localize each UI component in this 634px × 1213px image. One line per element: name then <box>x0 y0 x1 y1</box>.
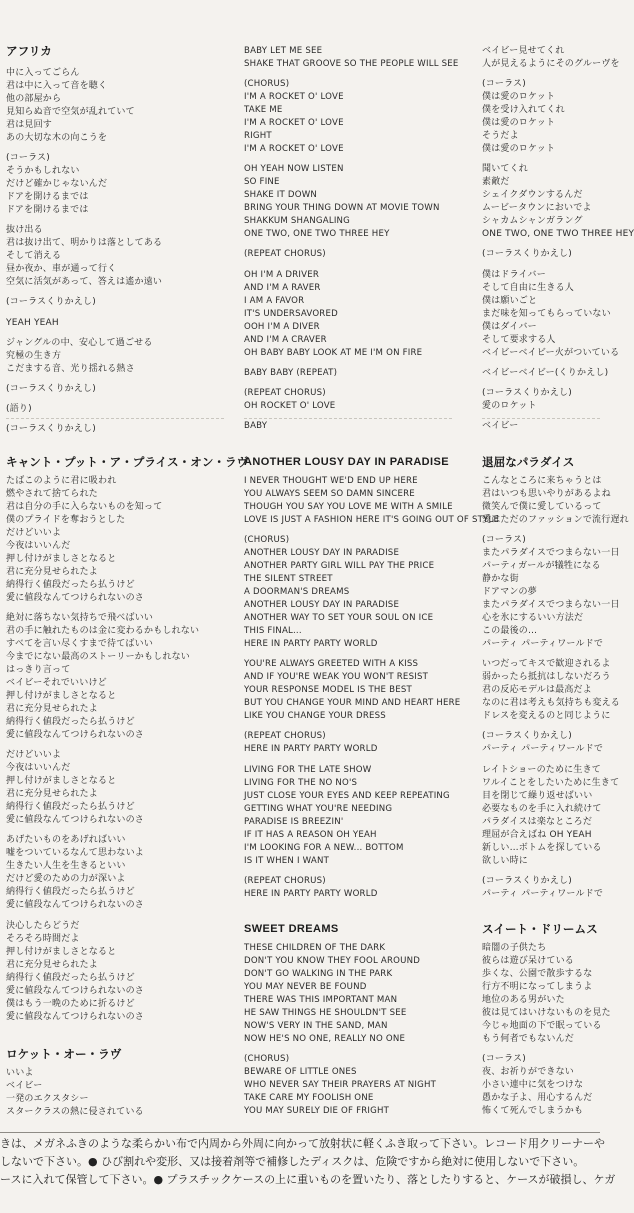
lyric-line: パーティ パーティワールドで <box>482 744 604 754</box>
lyric-line: BABY LET ME SEE <box>244 46 323 56</box>
lyric-line: 今夜はいいんだ <box>6 763 71 773</box>
lyric-line: YEAH YEAH <box>6 318 59 328</box>
lyric-line: AND IF YOU'RE WEAK YOU WON'T RESIST <box>244 672 429 682</box>
lyric-line: (コーラスくりかえし) <box>482 876 572 886</box>
lyric-line: 君はいつも思いやりがあるよね <box>482 489 611 499</box>
lyric-line: ANOTHER LOUSY DAY IN PARADISE <box>244 548 400 558</box>
lyric-line: (コーラスくりかえし) <box>482 731 572 741</box>
lyric-line: 小さい連中に気をつけな <box>482 1080 584 1090</box>
lyric-line: HE SAW THINGS HE SHOULDN'T SEE <box>244 1008 407 1018</box>
lyric-line: 必要なものを手に入れ続けて <box>482 804 602 814</box>
lyric-line: JUST CLOSE YOUR EYES AND KEEP REPEATING <box>244 791 450 801</box>
lyric-line: 愛に値段なんてつけられないのさ <box>6 986 145 996</box>
lyric-line: THERE WAS THIS IMPORTANT MAN <box>244 995 398 1005</box>
lyric-line: 君に充分見せられたよ <box>6 704 99 714</box>
lyric-line: (REPEAT CHORUS) <box>244 876 326 886</box>
song-title: ANOTHER LOUSY DAY IN PARADISE <box>244 456 449 468</box>
song-title: キャント・プット・ア・プライス・オン・ラヴ <box>6 455 249 469</box>
lyric-line: 地位のある男がいた <box>482 995 565 1005</box>
lyric-line: 心を氷にするいい方法だ <box>482 613 584 623</box>
lyric-line: (コーラスくりかえし) <box>482 388 572 398</box>
lyric-line: シェイクダウンするんだ <box>482 190 583 200</box>
lyric-line: (コーラス) <box>482 535 526 545</box>
lyric-line: (REPEAT CHORUS) <box>244 249 326 259</box>
lyric-line: (コーラスくりかえし) <box>6 384 96 394</box>
lyric-line: そうかもしれない <box>6 166 80 176</box>
lyric-line: ONE TWO, ONE TWO THREE HEY <box>244 229 390 239</box>
lyric-line: (コーラス) <box>6 153 50 163</box>
lyric-line: BEWARE OF LITTLE ONES <box>244 1067 357 1077</box>
lyric-line: I'M A ROCKET O' LOVE <box>244 92 344 102</box>
lyric-line: YOU'RE ALWAYS GREETED WITH A KISS <box>244 659 419 669</box>
lyric-line: ドアを開けるまでは <box>6 192 89 202</box>
lyric-line: 微笑んで僕に愛しているって <box>482 502 602 512</box>
lyric-line: 僕はもう一晩のために折るけど <box>6 999 135 1009</box>
lyric-line: 納得行く値段だったら払うけど <box>6 802 135 812</box>
lyric-line: ジャングルの中、安心して過ごせる <box>6 338 153 348</box>
lyric-line: IF IT HAS A REASON OH YEAH <box>244 830 377 840</box>
lyric-line: 愛に値段なんてつけられないのさ <box>6 593 145 603</box>
lyric-line: (コーラス) <box>482 79 526 89</box>
lyric-line: 弱かったら抵抗はしないだろう <box>482 672 611 682</box>
lyric-line: 愛に値段なんてつけられないのさ <box>6 900 145 910</box>
lyric-line: またパラダイスでつまらない一日 <box>482 600 620 610</box>
lyric-line: 納得行く値段だったら払うけど <box>6 887 135 897</box>
lyric-line: 行方不明になってしまうよ <box>482 982 593 992</box>
lyric-line: パーティガールが犠牲になる <box>482 561 601 571</box>
lyric-line: 絶対に落ちない気持ちで飛べばいい <box>6 613 154 623</box>
lyric-line: 君は見回す <box>6 120 53 130</box>
lyric-line: ベイビーベイビー火がついている <box>482 348 620 358</box>
lyric-line: RIGHT <box>244 131 272 141</box>
lyric-line: (語り) <box>6 404 32 414</box>
lyric-line: 欲しい時に <box>482 856 529 866</box>
lyric-line: 納得行く値段だったら払うけど <box>6 580 135 590</box>
lyric-line: 今夜はいいんだ <box>6 541 71 551</box>
lyric-line: (CHORUS) <box>244 79 290 89</box>
lyric-line: 抜け出る <box>6 225 43 235</box>
lyric-line: 君は抜け出て、明かりは落としてある <box>6 238 163 248</box>
lyric-line: ワルイことをしたいために生きて <box>482 778 620 788</box>
lyric-line: ANOTHER PARTY GIRL WILL PAY THE PRICE <box>244 561 435 571</box>
footer-line: ースに入れて保管して下さい。● プラスチックケースの上に重いものを置いたり、落としたりすると、ケースが破損し、ケガ <box>0 1173 616 1186</box>
song-title: SWEET DREAMS <box>244 923 339 935</box>
lyric-line: YOU ALWAYS SEEM SO DAMN SINCERE <box>244 489 415 499</box>
lyric-line: ANOTHER LOUSY DAY IN PARADISE <box>244 600 400 610</box>
lyric-line: HERE IN PARTY PARTY WORLD <box>244 639 378 649</box>
lyric-line: あげたいものをあげればいい <box>6 835 126 845</box>
lyric-line: ベイビー <box>482 421 519 431</box>
lyric-line: だけど確かじゃないんだ <box>6 179 108 189</box>
lyric-line: 押し付けがましさとなると <box>6 554 117 564</box>
lyric-line: この最後の… <box>482 626 538 636</box>
lyric-line: 素敵だ <box>482 177 510 187</box>
lyric-line: I'M A ROCKET O' LOVE <box>244 144 344 154</box>
lyric-line: I'M LOOKING FOR A NEW... BOTTOM <box>244 843 404 853</box>
lyric-line: 彼らは遊び呆けている <box>482 956 575 966</box>
lyric-line: THOUGH YOU SAY YOU LOVE ME WITH A SMILE <box>244 502 453 512</box>
lyric-line: 君は中に入って音を聴く <box>6 81 108 91</box>
lyric-line: いつだってキスで歓迎されるよ <box>482 659 611 669</box>
lyric-line: BABY BABY (REPEAT) <box>244 368 338 378</box>
lyric-line: だけど愛のための力が深いよ <box>6 874 126 884</box>
lyric-line: NOW'S VERY IN THE SAND, MAN <box>244 1021 388 1031</box>
lyric-line: 僕は愛のロケット <box>482 144 556 154</box>
lyric-line: 燃やされて捨てられた <box>6 489 99 499</box>
lyric-line: OOH I'M A DIVER <box>244 322 320 332</box>
lyric-line: たばこのように君に吸われ <box>6 476 117 486</box>
lyric-line: またパラダイスでつまらない一日 <box>482 548 620 558</box>
footer-line: きは、メガネふきのような柔らかい布で内周から外周に向かって放射状に軽くふき取って下さい。レコード用クリーナーや <box>0 1137 605 1150</box>
lyric-line: (CHORUS) <box>244 535 290 545</box>
lyric-line: LIKE YOU CHANGE YOUR DRESS <box>244 711 386 721</box>
lyric-line: 僕はダイバー <box>482 322 537 332</box>
lyric-line: BABY <box>244 421 268 431</box>
lyric-line: (コーラスくりかえし) <box>6 424 96 434</box>
lyric-line: IT'S UNDERSAVORED <box>244 309 338 319</box>
lyric-line: THESE CHILDREN OF THE DARK <box>244 943 386 953</box>
lyric-line: 今じゃ地面の下で眠っている <box>482 1021 602 1031</box>
lyric-line: パーティ パーティワールドで <box>482 889 604 899</box>
lyric-line: DON'T GO WALKING IN THE PARK <box>244 969 393 979</box>
lyric-line: 嘘をついているなんて思わないよ <box>6 848 145 858</box>
lyric-line: I AM A FAVOR <box>244 296 305 306</box>
lyric-line: 愛のロケット <box>482 401 537 411</box>
lyric-line: 空気に活気があって、答えは遙か遠い <box>6 277 163 287</box>
lyric-line: そして自由に生きる人 <box>482 283 575 293</box>
lyric-line: 愛に値段なんてつけられないのさ <box>6 730 145 740</box>
lyric-line: 見知らぬ音で空気が乱れていて <box>6 107 135 117</box>
lyric-line: 押し付けがましさとなると <box>6 947 117 957</box>
lyric-line: 君に充分見せられたよ <box>6 960 99 970</box>
lyric-line: そして要求する人 <box>482 335 556 345</box>
lyric-line: ベイビー見せてくれ <box>482 46 565 56</box>
lyric-line: SHAKE IT DOWN <box>244 190 318 200</box>
lyric-line: 君の手に触れたものは金に変わるかもしれない <box>6 626 200 636</box>
lyric-line: THIS FINAL... <box>244 626 302 636</box>
lyric-line: ANOTHER WAY TO SET YOUR SOUL ON ICE <box>244 613 434 623</box>
lyric-line: 愛はただのファッションで流行遅れ <box>482 515 629 525</box>
lyric-line: I'M A ROCKET O' LOVE <box>244 118 344 128</box>
lyric-line: ドレスを変えるのと同じように <box>482 711 611 721</box>
lyric-line: (CHORUS) <box>244 1054 290 1064</box>
lyric-line: 暗闇の子供たち <box>482 943 547 953</box>
lyric-line: 愛に値段なんてつけられないのさ <box>6 1012 145 1022</box>
care-instructions-footer <box>0 1132 616 1213</box>
lyric-line: LIVING FOR THE NO NO'S <box>244 778 358 788</box>
song-title: 退屈なパラダイス <box>482 455 575 469</box>
lyric-line: HERE IN PARTY PARTY WORLD <box>244 889 378 899</box>
lyric-line: 理屈が合えばね OH YEAH <box>482 830 592 840</box>
lyric-line: SHAKE THAT GROOVE SO THE PEOPLE WILL SEE <box>244 59 459 69</box>
lyric-line: はっきり言って <box>6 665 71 675</box>
lyric-line: TAKE CARE MY FOOLISH ONE <box>244 1093 374 1103</box>
lyric-line: 今までにない最高のストーリーかもしれない <box>6 652 191 662</box>
lyric-line: パラダイスは楽なところだ <box>482 817 593 827</box>
lyric-line: こだまする音、光り揺れる熱さ <box>6 364 135 374</box>
lyric-line: 中に入ってごらん <box>6 68 80 78</box>
lyric-line: 昼か夜か、車が通って行く <box>6 264 117 274</box>
lyric-line: 歩くな、公園で散歩するな <box>482 969 593 979</box>
lyric-line: 僕は願いごと <box>482 296 538 306</box>
lyric-line: あの大切な木の向こうを <box>6 133 108 143</box>
lyric-line: OH ROCKET O' LOVE <box>244 401 336 411</box>
lyric-line: OH YEAH NOW LISTEN <box>244 164 344 174</box>
lyric-line: 夜、お祈りができない <box>482 1067 575 1077</box>
lyric-line: (REPEAT CHORUS) <box>244 731 326 741</box>
lyric-line: ONE TWO, ONE TWO THREE HEY <box>482 229 634 239</box>
lyric-line: まだ味を知ってもらっていない <box>482 309 611 319</box>
lyric-line: 愛に値段なんてつけられないのさ <box>6 815 145 825</box>
lyric-line: だけどいいよ <box>6 750 62 760</box>
lyric-line: I NEVER THOUGHT WE'D END UP HERE <box>244 476 418 486</box>
lyric-line: 押し付けがましさとなると <box>6 691 117 701</box>
lyric-line: だけどいいよ <box>6 528 62 538</box>
lyric-line: IS IT WHEN I WANT <box>244 856 330 866</box>
section-divider <box>482 418 600 419</box>
lyric-line: ドアマンの夢 <box>482 587 537 597</box>
lyric-line: 君の反応モデルは最高だよ <box>482 685 592 695</box>
lyric-line: (コーラス) <box>482 1054 526 1064</box>
lyric-line: NOW HE'S NO ONE, REALLY NO ONE <box>244 1034 406 1044</box>
lyric-line: PARADISE IS BREEZIN' <box>244 817 344 827</box>
song-title: アフリカ <box>6 44 52 58</box>
lyric-line: ムービータウンにおいでよ <box>482 203 592 213</box>
lyric-line: スタークラスの熱に侵されている <box>6 1107 144 1117</box>
lyric-line: 決心したらどうだ <box>6 921 80 931</box>
lyric-line: 他の部屋から <box>6 94 62 104</box>
lyric-line: 究極の生き方 <box>6 351 62 361</box>
lyric-line: 静かな街 <box>482 574 519 584</box>
lyric-line: DON'T YOU KNOW THEY FOOL AROUND <box>244 956 421 966</box>
lyric-line: GETTING WHAT YOU'RE NEEDING <box>244 804 393 814</box>
lyric-line: 僕のプライドを奪おうとした <box>6 515 126 525</box>
lyric-line: 納得行く値段だったら払うけど <box>6 973 135 983</box>
lyric-line: こんなところに来ちゃうとは <box>482 476 602 486</box>
lyric-line: OH BABY BABY LOOK AT ME I'M ON FIRE <box>244 348 423 358</box>
lyric-line: 新しい…ボトムを探している <box>482 843 602 853</box>
lyric-line: 僕を受け入れてくれ <box>482 105 565 115</box>
lyric-line: LIVING FOR THE LATE SHOW <box>244 765 372 775</box>
lyric-line: いいよ <box>6 1068 34 1078</box>
lyric-line: YOU MAY NEVER BE FOUND <box>244 982 367 992</box>
lyric-line: 君に充分見せられたよ <box>6 789 99 799</box>
lyric-line: ベイビーそれでいいけど <box>6 678 107 688</box>
lyric-line: そうだよ <box>482 131 519 141</box>
lyric-line: BUT YOU CHANGE YOUR MIND AND HEART HERE <box>244 698 461 708</box>
lyric-line: ドアを開けるまでは <box>6 205 89 215</box>
lyric-line: THE SILENT STREET <box>244 574 333 584</box>
lyric-line: OH I'M A DRIVER <box>244 270 320 280</box>
section-divider <box>244 418 452 419</box>
lyric-line: 彼は見てはいけないものを見た <box>482 1008 611 1018</box>
lyric-line: SHAKKUM SHANGALING <box>244 216 351 226</box>
lyric-line: レイトショーのために生きて <box>482 765 601 775</box>
lyric-line: 目を閉じて繰り返せばいい <box>482 791 593 801</box>
lyric-line: BRING YOUR THING DOWN AT MOVIE TOWN <box>244 203 440 213</box>
lyric-line: YOUR RESPONSE MODEL IS THE BEST <box>244 685 412 695</box>
lyric-line: 愚かな子よ、用心するんだ <box>482 1093 593 1103</box>
lyric-line: TAKE ME <box>244 105 283 115</box>
lyric-line: そろそろ時間だよ <box>6 934 80 944</box>
lyric-line: YOU MAY SURELY DIE OF FRIGHT <box>244 1106 390 1116</box>
footer-line: しないで下さい。● ひび割れや変形、又は接着剤等で補修したディスクは、危険ですから絶対に使用しないで下さい。 <box>0 1155 585 1168</box>
lyric-line: AND I'M A RAVER <box>244 283 321 293</box>
lyric-line: ベイビー <box>6 1081 43 1091</box>
lyric-line: パーティ パーティワールドで <box>482 639 604 649</box>
lyric-line: 納得行く値段だったら払うけど <box>6 717 135 727</box>
lyric-line: すべてを言い尽くすまで待てばいい <box>6 639 154 649</box>
lyric-line: A DOORMAN'S DREAMS <box>244 587 350 597</box>
section-divider <box>6 418 224 419</box>
lyric-line: 聞いてくれ <box>482 164 529 174</box>
lyric-line: HERE IN PARTY PARTY WORLD <box>244 744 378 754</box>
lyric-line: 僕は愛のロケット <box>482 118 556 128</box>
lyric-line: LOVE IS JUST A FASHION HERE IT'S GOING OUT OF STYLE <box>244 515 500 525</box>
lyric-line: WHO NEVER SAY THEIR PRAYERS AT NIGHT <box>244 1080 437 1090</box>
song-title: ロケット・オー・ラヴ <box>6 1047 122 1061</box>
lyric-line: AND I'M A CRAVER <box>244 335 327 345</box>
lyric-line: 君は自分の手に入らないものを知って <box>6 502 163 512</box>
lyric-line: (コーラスくりかえし) <box>6 297 96 307</box>
lyric-line: 押し付けがましさとなると <box>6 776 117 786</box>
lyric-line: なのに君は考えも気持ちも変える <box>482 698 621 708</box>
lyric-line: 怖くて死んでしまうかも <box>482 1106 584 1116</box>
lyric-line: (コーラスくりかえし) <box>482 249 572 259</box>
lyric-line: 僕は愛のロケット <box>482 92 556 102</box>
lyric-line: 君に充分見せられたよ <box>6 567 99 577</box>
lyric-line: SO FINE <box>244 177 280 187</box>
lyric-line: シャカムシャンガラング <box>482 216 583 226</box>
lyric-line: 人が見えるようにそのグルーヴを <box>482 59 620 69</box>
lyric-line: 生きたい人生を生きるといい <box>6 861 126 871</box>
lyric-line: ベイビーベイビー(くりかえし) <box>482 368 609 378</box>
song-title: スイート・ドリームス <box>482 922 598 936</box>
lyric-line: そして消える <box>6 251 62 261</box>
lyric-line: 僕はドライバー <box>482 270 546 280</box>
lyric-line: (REPEAT CHORUS) <box>244 388 326 398</box>
lyric-line: 一発のエクスタシー <box>6 1094 89 1104</box>
lyric-line: もう何者でもないんだ <box>482 1034 575 1044</box>
